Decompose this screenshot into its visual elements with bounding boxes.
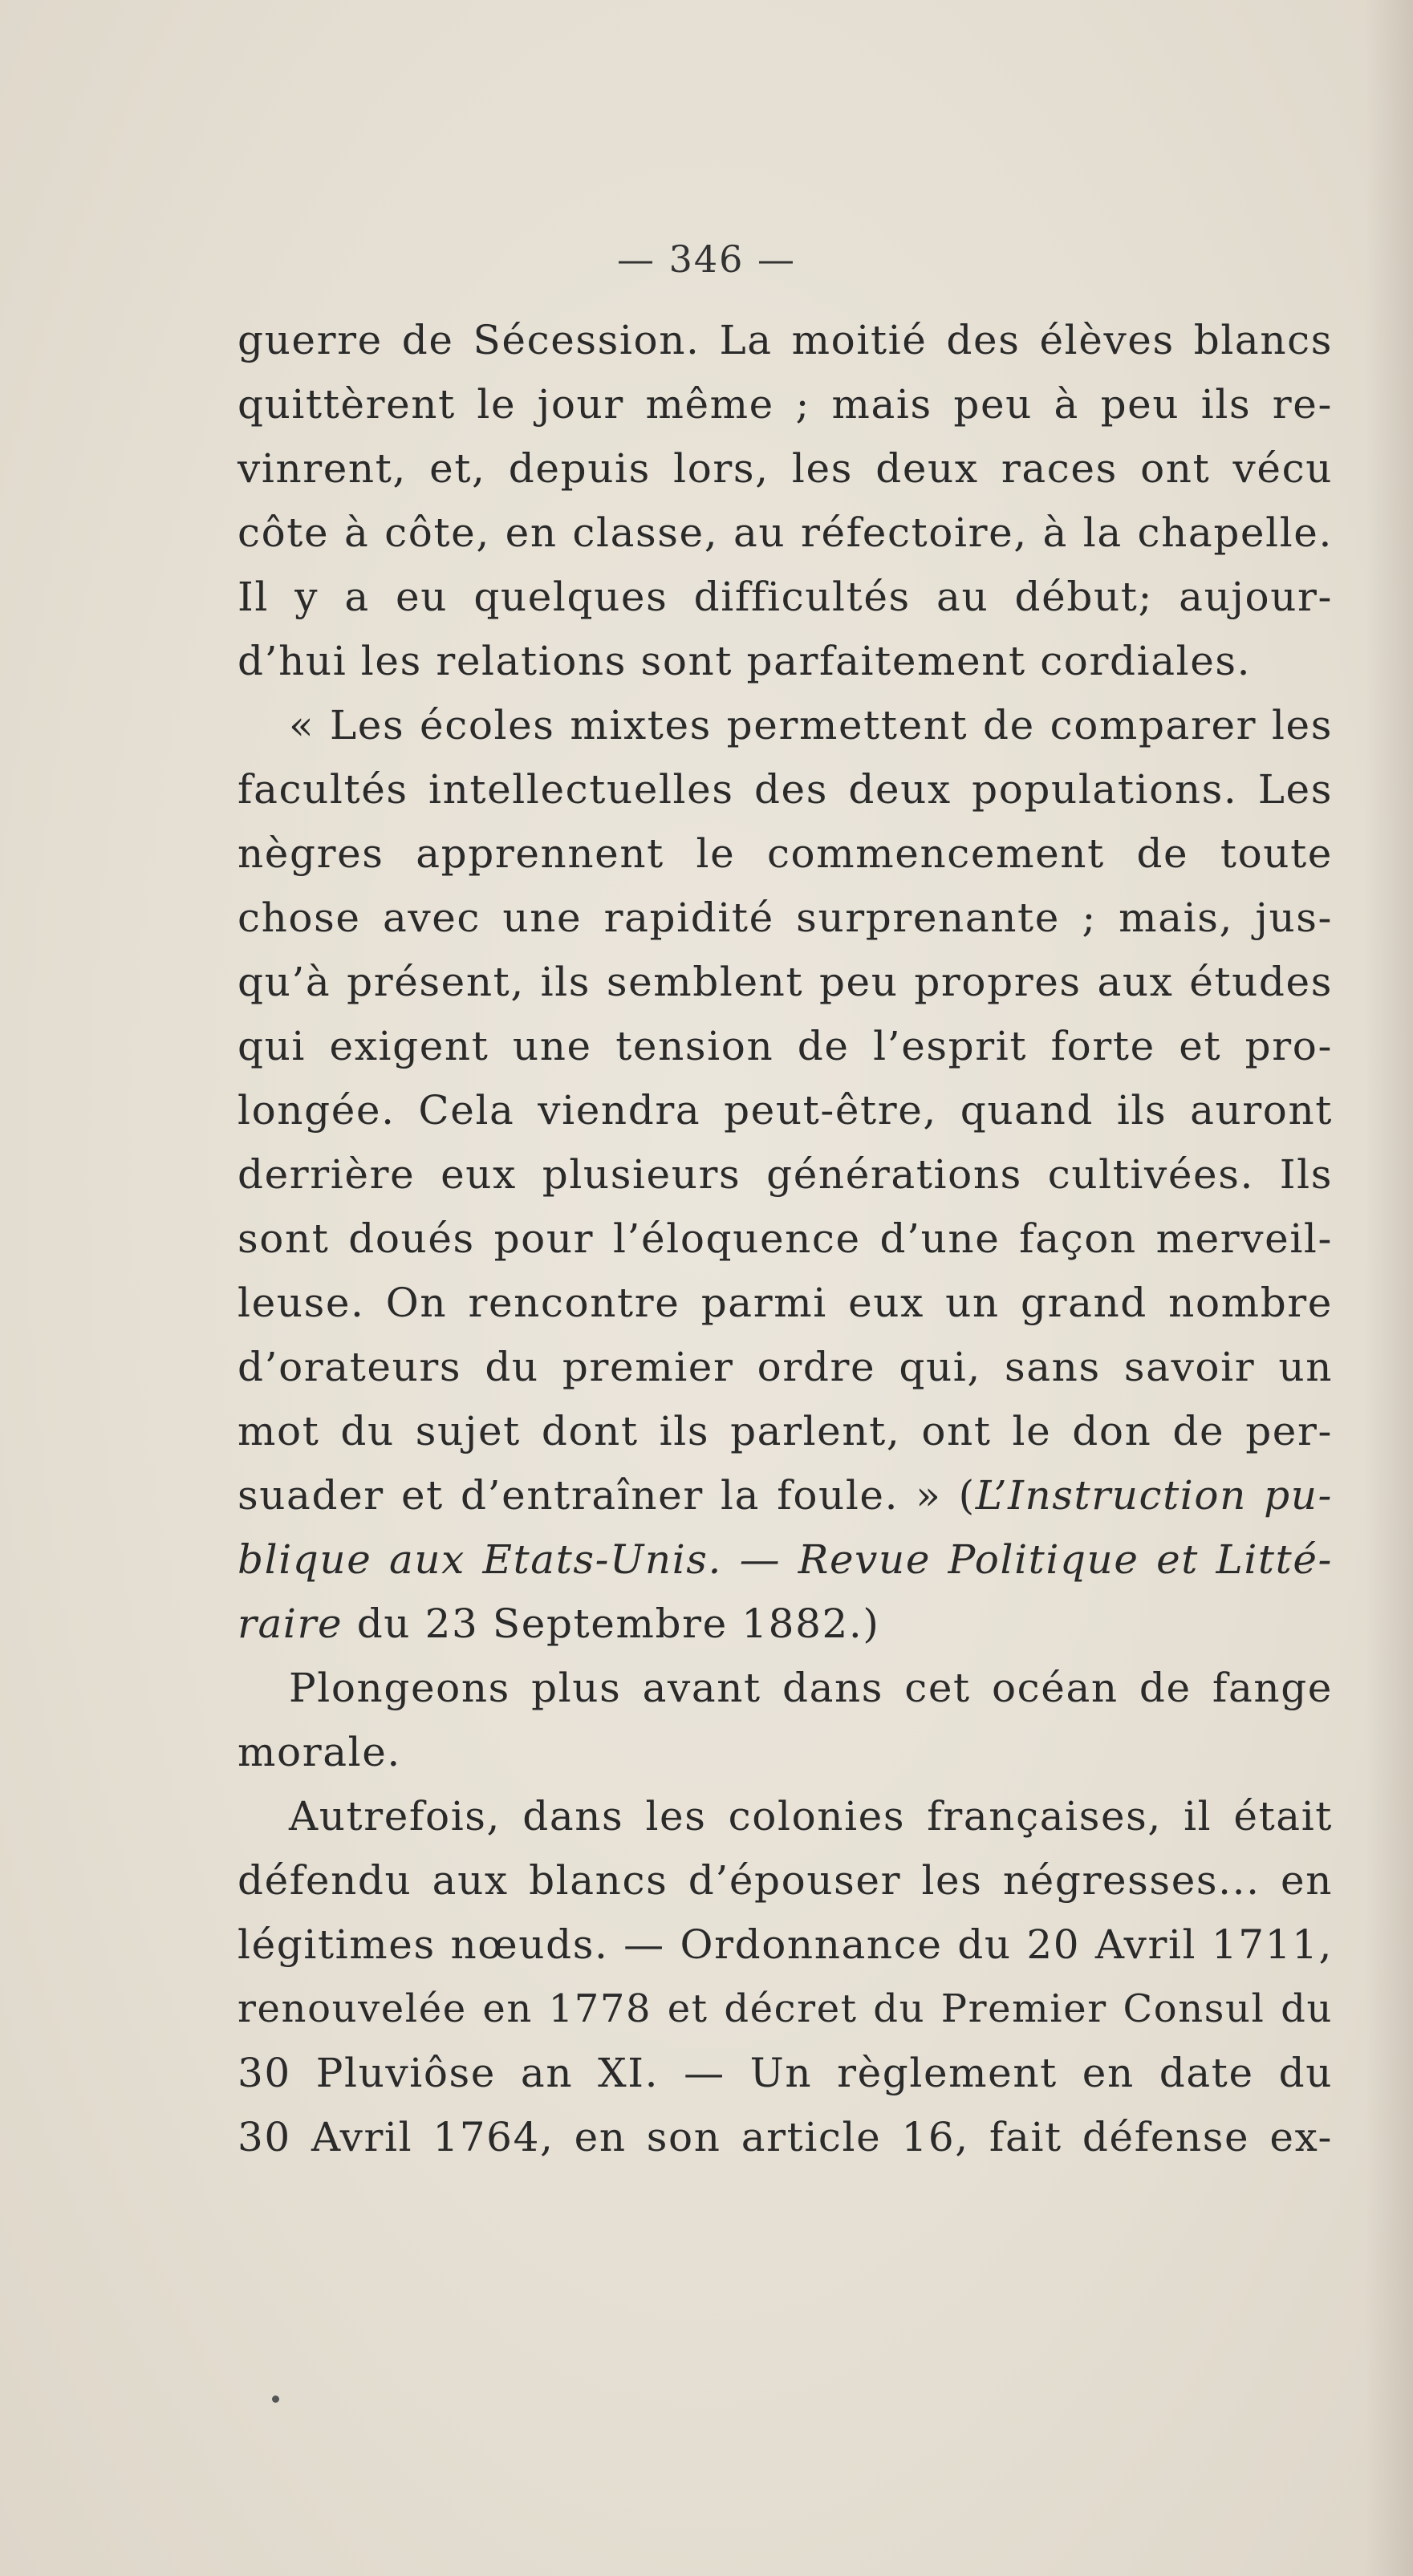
text-line: sont doués pour l’éloquence d’une façon merveil- [238, 1215, 1333, 1262]
citation-title: L’Instruction pu- [975, 1472, 1334, 1519]
text-line: qu’à présent, ils semblent peu propres aux études [238, 959, 1333, 1005]
page-number: — 346 — [616, 237, 797, 281]
citation-source-end: raire [238, 1600, 343, 1647]
text-line: facultés intellectuelles des deux populations. Les [238, 766, 1333, 813]
text-line: d’orateurs du premier ordre qui, sans savoir un [238, 1344, 1333, 1390]
ink-speck [272, 2395, 279, 2403]
text-line: légitimes nœuds. — Ordonnance du 20 Avril 1711, [238, 1921, 1333, 1968]
citation-source: blique aux Etats-Unis. — Revue Politique et Litté- [238, 1536, 1333, 1583]
text-line: longée. Cela viendra peut-être, quand ils auront [238, 1087, 1333, 1134]
text-line: Autrefois, dans les colonies françaises, il était [289, 1793, 1333, 1840]
text-line: défendu aux blancs d’épouser les négresses... en [238, 1857, 1333, 1904]
text-line: d’hui les relations sont parfaitement cordiales. [238, 638, 1252, 684]
text-line: nègres apprennent le commencement de toute [238, 830, 1333, 877]
text-line: mot du sujet dont ils parlent, ont le don de per- [238, 1408, 1333, 1454]
text-line: leuse. On rencontre parmi eux un grand nombre [238, 1280, 1333, 1326]
text-line: « Les écoles mixtes permettent de comparer les [289, 702, 1333, 748]
text-line: 30 Avril 1764, en son article 16, fait défense ex- [238, 2114, 1333, 2160]
text-line: raire du 23 Septembre 1882.) [238, 1600, 880, 1647]
text-line: vinrent, et, depuis lors, les deux races ont vécu [238, 445, 1333, 492]
text-line: Il y a eu quelques difficultés au début; aujour- [238, 574, 1333, 620]
text-line: côte à côte, en classe, au réfectoire, à la chapelle. [238, 509, 1333, 556]
text-line: suader et d’entraîner la foule. » (L’Instruction pu- [238, 1472, 1334, 1519]
text-line: quittèrent le jour même ; mais peu à peu ils re- [238, 381, 1333, 428]
text-line: qui exigent une tension de l’esprit forte et pro- [238, 1023, 1333, 1069]
text-line: guerre de Sécession. La moitié des élèves blancs [238, 317, 1333, 363]
text-line: Plongeons plus avant dans cet océan de fange [289, 1665, 1333, 1711]
text-line: 30 Pluviôse an XI. — Un règlement en date du [238, 2050, 1333, 2096]
page-edge-shadow [1365, 0, 1413, 2576]
text-line: derrière eux plusieurs générations cultivées. Ils [238, 1151, 1333, 1198]
text-line: morale. [238, 1729, 401, 1775]
text-line: renouvelée en 1778 et décret du Premier Consul du [238, 1986, 1333, 2031]
body-text [238, 308, 1333, 2169]
text-line: chose avec une rapidité surprenante ; mais, jus- [238, 895, 1333, 941]
text-line [238, 1527, 1333, 1592]
